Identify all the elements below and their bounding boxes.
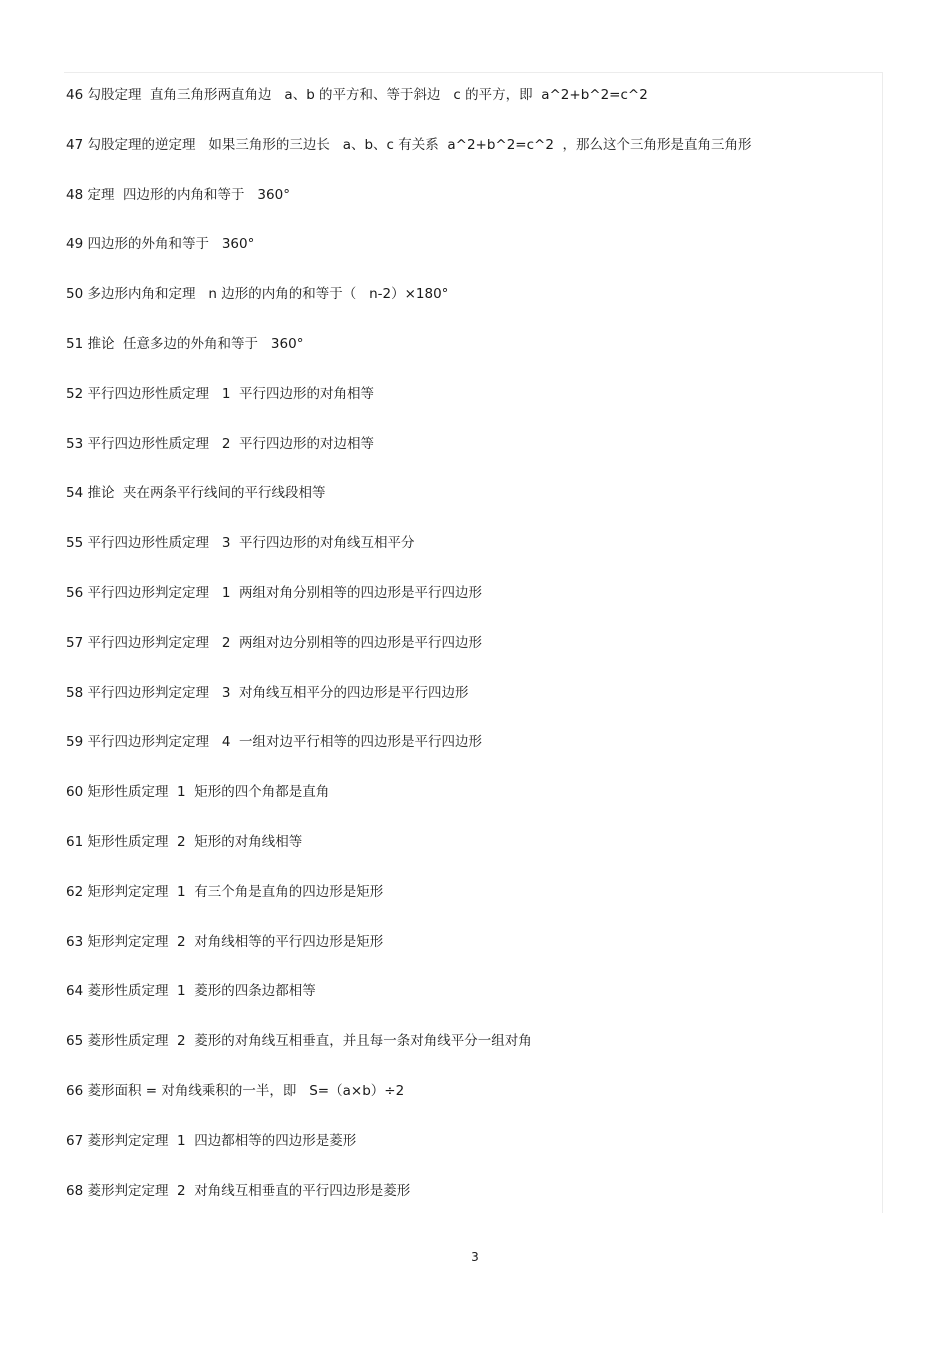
theorem-item-65: 65 菱形性质定理 2 菱形的对角线互相垂直，并且每一条对角线平分一组对角 — [66, 1033, 532, 1050]
theorem-item-48: 48 定理 四边形的内角和等于 360° — [66, 186, 290, 203]
theorem-item-52: 52 平行四边形性质定理 1 平行四边形的对角相等 — [66, 385, 375, 402]
theorem-item-64: 64 菱形性质定理 1 菱形的四条边都相等 — [66, 983, 316, 1000]
theorem-item-57: 57 平行四边形判定定理 2 两组对边分别相等的四边形是平行四边形 — [66, 634, 483, 651]
theorem-item-54: 54 推论 夹在两条平行线间的平行线段相等 — [66, 485, 326, 502]
theorem-item-50: 50 多边形内角和定理 n 边形的内角的和等于（ n-2）×180° — [66, 286, 449, 303]
theorem-item-60: 60 矩形性质定理 1 矩形的四个角都是直角 — [66, 784, 330, 801]
theorem-item-53: 53 平行四边形性质定理 2 平行四边形的对边相等 — [66, 435, 375, 452]
theorem-item-62: 62 矩形判定定理 1 有三个角是直角的四边形是矩形 — [66, 883, 384, 900]
theorem-list — [66, 84, 876, 1229]
theorem-item-51: 51 推论 任意多边的外角和等于 360° — [66, 335, 304, 352]
theorem-item-59: 59 平行四边形判定定理 4 一组对边平行相等的四边形是平行四边形 — [66, 734, 483, 751]
theorem-item-67: 67 菱形判定定理 1 四边都相等的四边形是菱形 — [66, 1132, 357, 1149]
theorem-item-66: 66 菱形面积 = 对角线乘积的一半，即 S=（a×b）÷2 — [66, 1082, 405, 1099]
theorem-item-47: 47 勾股定理的逆定理 如果三角形的三边长 a、b、c 有关系 a^2+b^2=c^2 ，那么这个三角形是直角三角形 — [66, 136, 752, 153]
theorem-item-61: 61 矩形性质定理 2 矩形的对角线相等 — [66, 833, 303, 850]
theorem-item-68: 68 菱形判定定理 2 对角线互相垂直的平行四边形是菱形 — [66, 1182, 411, 1199]
page-number: 3 — [471, 1250, 479, 1264]
theorem-item-49: 49 四边形的外角和等于 360° — [66, 236, 255, 253]
theorem-item-63: 63 矩形判定定理 2 对角线相等的平行四边形是矩形 — [66, 933, 384, 950]
theorem-item-55: 55 平行四边形性质定理 3 平行四边形的对角线互相平分 — [66, 535, 415, 552]
theorem-item-46: 46 勾股定理 直角三角形两直角边 a、b 的平方和、等于斜边 c 的平方，即 a^2+b^2=c^2 — [66, 87, 648, 103]
theorem-item-56: 56 平行四边形判定定理 1 两组对角分别相等的四边形是平行四边形 — [66, 584, 483, 601]
theorem-item-58: 58 平行四边形判定定理 3 对角线互相平分的四边形是平行四边形 — [66, 684, 469, 701]
